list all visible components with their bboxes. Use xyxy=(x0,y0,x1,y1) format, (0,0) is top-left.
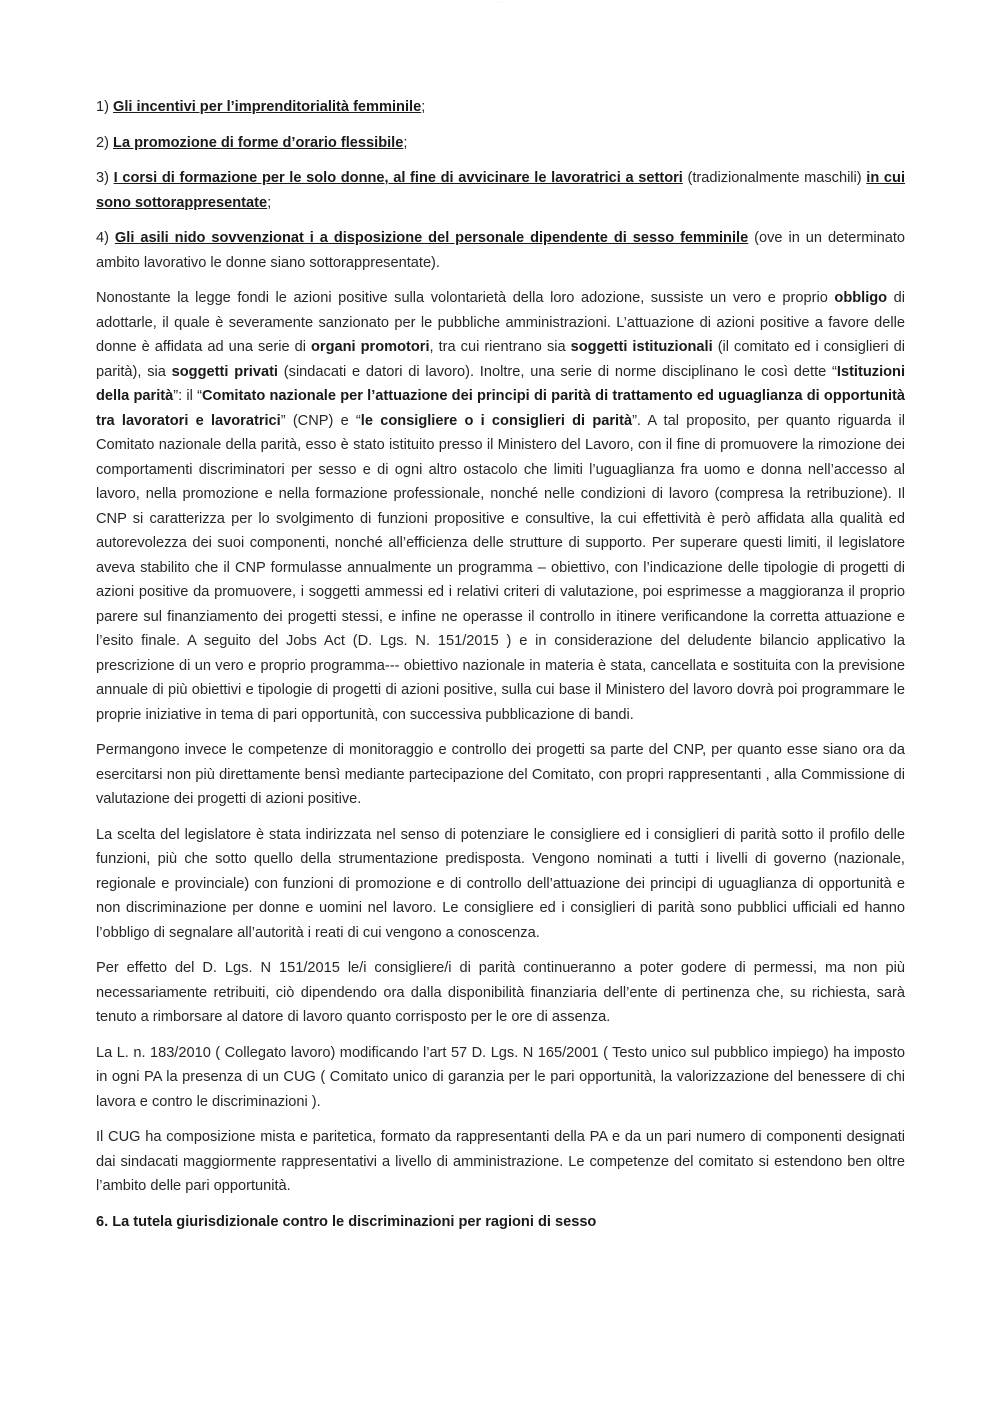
list-number: 4) xyxy=(96,230,115,246)
list-number: 3) xyxy=(96,170,114,186)
text: (sindacati e datori di lavoro). Inoltre, una serie di norme disciplinano le così dette “ xyxy=(278,363,837,380)
bold-term: soggetti privati xyxy=(171,363,278,380)
paragraph-monitoraggio: Permangono invece le competenze di monitoraggio e controllo dei progetti sa parte del CNP, per quanto esse siano ora da esercitarsi non più direttamente bensì mediante partecipazione del Comitato, con propri rappresentanti , alla Commissione di valutazione dei progetti di azioni positive. xyxy=(96,742,905,807)
paragraph-cug-composizione: Il CUG ha composizione mista e paritetica, formato da rappresentanti della PA e da un pari numero di componenti designati dai sindacati maggiormente rappresentativi a livello di amministrazione. Le competenze del comitato si estendono ben oltre l’ambito delle pari opportunità. xyxy=(96,1129,905,1194)
text: ”. A tal proposito, per quanto riguarda il Comitato nazionale della parità, esso è stato istituito presso il Ministero del Lavoro, con il fine di promuovere la rimozione dei comportamenti discriminatori per sesso e di ogni altro ostacolo che limiti l’uguaglianza fra uomo e donna nell’accesso al lavoro, nella promozione e nella formazione professionale, nonché nelle condizioni di lavoro (compresa la retribuzione). Il CNP si caratterizza per lo svolgimento di funzioni propositive e consultive, la cui effettività è però affidata alla qualità ed autorevolezza dei suoi componenti, nonché all’efficienza delle strutture di supporto. Per superare questi limiti, il legislatore aveva stabilito che il CNP formulasse annualmente un programma – obiettivo, con l’indicazione delle tipologie di progetti di azioni positive da promuovere, i soggetti ammessi ed i relativi criteri di valutazione, poi esprimesse a maggioranza il proprio parere sul finanziamento dei progetti stessi, e infine ne operasse il controllo in itinere verificandone la corretta attuazione e l’esito finale. A seguito del Jobs Act (D. Lgs. N. 151/2015 ) e in considerazione del deludente bilancio applicativo la prescrizione di un vero e proprio programma--- obiettivo nazionale in materia è stata, cancellata e sostituita con la previsione annuale di più obiettivi e tipologie di progetti di azioni positive, sulla cui base il Ministero del lavoro dovrà poi programmare le proprie iniziative in tema di pari opportunità, con successiva pubblicazione di bandi. xyxy=(96,412,905,723)
text: di adottarle, il quale è severamente sanzionato per le pubbliche amministrazioni. L’attuazione di azioni positive a favore delle donne è affidata ad una serie di xyxy=(96,290,905,355)
list-item-2 xyxy=(96,131,905,156)
list-item-title-2: in cui sono sottorappresentate xyxy=(96,170,905,211)
list-item-3 xyxy=(96,166,905,215)
bold-term: Istituzioni della parità xyxy=(96,363,906,404)
list-item-title: Gli incentivi per l’imprenditorialità femminile xyxy=(113,99,422,115)
text: Nonostante la legge fondi le azioni positive sulla volontarietà della loro adozione, sussiste un vero e proprio xyxy=(96,290,835,306)
bold-term: soggetti istituzionali xyxy=(570,339,713,355)
bold-term: obbligo xyxy=(834,290,888,306)
list-item-title: Gli asili nido sovvenzionat i a disposizione del personale dipendente di sesso femminile xyxy=(114,230,749,246)
list-item-4 xyxy=(96,226,905,275)
text: (il comitato ed i consiglieri di parità), sia xyxy=(96,339,905,380)
list-item-suffix: ; xyxy=(403,134,408,151)
list-item-suffix: (ove in un determinato ambito lavorativo le donne siano sottorappresentate). xyxy=(96,230,906,271)
list-item-suffix: ; xyxy=(421,99,426,115)
paragraph-cug: La L. n. 183/2010 ( Collegato lavoro) modificando l’art 57 D. Lgs. N 165/2001 ( Testo unico sul pubblico impiego) ha imposto in ogni PA la presenza di un CUG ( Comitato unico di garanzia per le pari opportunità, la valorizzazione del benessere di chi lavora e contro le discriminazioni ). xyxy=(96,1044,905,1110)
list-number: 1) xyxy=(96,99,114,115)
list-item-1 xyxy=(96,95,905,120)
paragraph-azioni-positive xyxy=(96,286,905,727)
list-item-title: La promozione di forme d’orario flessibile xyxy=(113,134,404,151)
paragraph-permessi: Per effetto del D. Lgs. N 151/2015 le/i consigliere/i di parità continueranno a poter godere di permessi, ma non più necessariamente retribuiti, ciò dipendendo ora dalla disponibilità finanziaria dell’ente di pertinenza che, su richiesta, sarà tenuto a rimborsare al datore di lavoro quanto corrisposto per le ore di assenza. xyxy=(96,960,905,1025)
section-heading: 6. La tutela giurisdizionale contro le discriminazioni per ragioni di sesso xyxy=(96,1213,597,1230)
text: , tra cui rientrano sia xyxy=(429,339,571,355)
bold-term: Comitato nazionale per l’attuazione dei principi di parità di trattamento ed uguaglianza di opportunità tra lavoratori e lavoratrici xyxy=(96,388,905,429)
list-item-title: I corsi di formazione per le solo donne, al fine di avvicinare le lavoratrici a settori xyxy=(113,170,683,186)
list-number: 2) xyxy=(96,134,114,151)
list-item-suffix: ; xyxy=(267,194,272,211)
document-body xyxy=(96,95,905,1245)
text: ” (CNP) e “ xyxy=(280,412,361,429)
bold-term: le consigliere o i consiglieri di parità xyxy=(360,412,633,429)
list-item-middle: (tradizionalmente maschili) xyxy=(682,170,867,186)
bold-term: organi promotori xyxy=(311,339,430,355)
paragraph-consiglieri: La scelta del legislatore è stata indirizzata nel senso di potenziare le consigliere ed i consiglieri di parità sotto il profilo delle funzioni, più che sotto quello della strumentazione predisposta. Vengono nominati a tutti i livelli di governo (nazionale, regionale e provinciale) con funzioni di promozione e di controllo dell’attuazione dei principi di uguaglianza di opportunità e non discriminazione per donne e uomini nel lavoro. Le consigliere ed i consiglieri di parità sono pubblici ufficiali ed hanno l’obbligo di segnalare all’autorità i reati di cui vengono a conoscenza. xyxy=(96,826,905,941)
text: ”: il “ xyxy=(173,388,202,404)
page-header-mark: - - - - - - xyxy=(494,0,506,4)
